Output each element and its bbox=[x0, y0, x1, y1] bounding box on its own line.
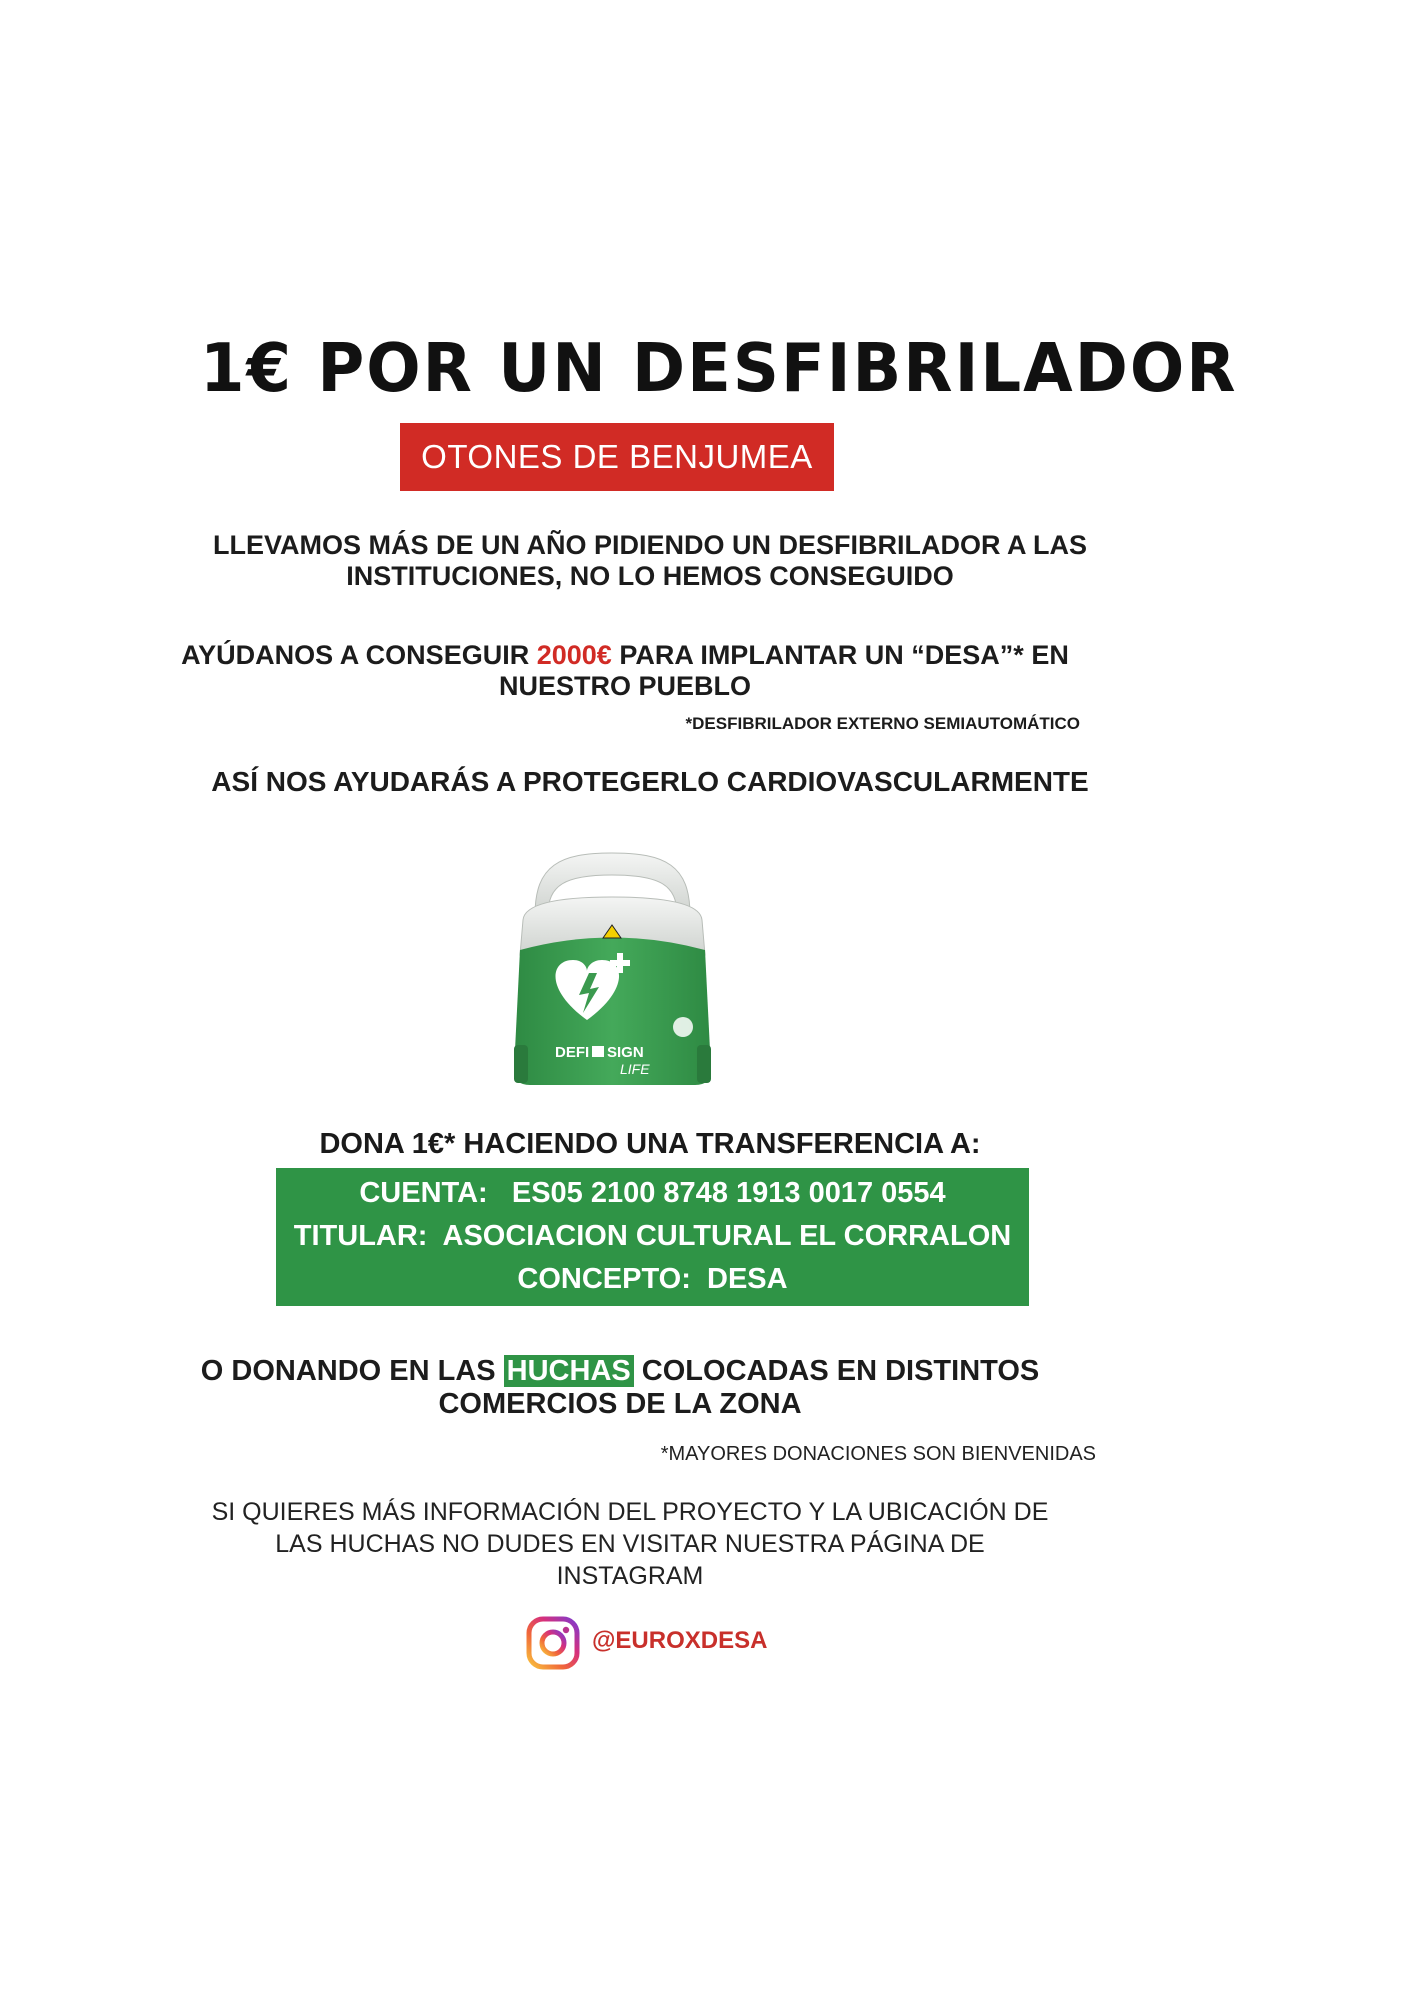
defibrillator-image bbox=[505, 845, 720, 1095]
boxes-after: COLOCADAS EN DISTINTOS COMERCIOS DE LA ZONA bbox=[438, 1355, 1040, 1420]
concept-line bbox=[276, 1258, 1029, 1301]
device-brand-1: DEFI bbox=[555, 1044, 590, 1061]
account-label: CUENTA: bbox=[359, 1177, 488, 1209]
boxes-text bbox=[150, 1355, 1090, 1421]
desa-footnote: *DESFIBRILADOR EXTERNO SEMIAUTOMÁTICO bbox=[685, 714, 1080, 733]
more-info-text: SI QUIERES MÁS INFORMACIÓN DEL PROYECTO Y LA UBICACIÓN DE LAS HUCHAS NO DUDES EN VISITAR NUESTRA PÁGINA DE INSTAGRAM bbox=[211, 1498, 1049, 1590]
intro-text: LLEVAMOS MÁS DE UN AÑO PIDIENDO UN DESFIBRILADOR A LAS INSTITUCIONES, NO LO HEMOS CONSEGUIDO bbox=[212, 530, 1088, 591]
protect-text: ASÍ NOS AYUDARÁS A PROTEGERLO CARDIOVASCULARMENTE bbox=[211, 766, 1089, 797]
holder-label: TITULAR: bbox=[293, 1220, 428, 1252]
concept-value: DESA bbox=[707, 1263, 788, 1295]
concept-label: CONCEPTO: bbox=[517, 1263, 691, 1295]
town-badge: OTONES DE BENJUMEA bbox=[400, 423, 834, 491]
goal-after: PARA IMPLANTAR UN “DESA”* EN NUESTRO PUEBLO bbox=[498, 640, 1069, 701]
poster-title: 1€ POR UN DESFIBRILADOR bbox=[200, 330, 1238, 408]
holder-value: ASOCIACION CULTURAL EL CORRALON bbox=[442, 1220, 1012, 1252]
bank-details-box bbox=[276, 1168, 1029, 1306]
donate-heading: DONA 1€* HACIENDO UNA TRANSFERENCIA A: bbox=[319, 1128, 981, 1160]
donations-footnote: *MAYORES DONACIONES SON BIENVENIDAS bbox=[660, 1443, 1096, 1465]
account-line bbox=[276, 1172, 1029, 1215]
goal-amount: 2000€ bbox=[536, 640, 612, 670]
device-brand-2: LIFE bbox=[620, 1061, 650, 1077]
holder-line bbox=[276, 1215, 1029, 1258]
instagram-handle[interactable]: @EUROXDESA bbox=[592, 1627, 768, 1654]
goal-before: AYÚDANOS A CONSEGUIR bbox=[181, 640, 537, 670]
boxes-highlight: HUCHAS bbox=[504, 1355, 634, 1387]
device-brand-1b: SIGN bbox=[607, 1044, 644, 1061]
boxes-before: O DONANDO EN LAS bbox=[200, 1355, 504, 1387]
account-value: ES05 2100 8748 1913 0017 0554 bbox=[511, 1177, 946, 1209]
instagram-icon bbox=[526, 1616, 580, 1670]
goal-text bbox=[150, 640, 1100, 702]
